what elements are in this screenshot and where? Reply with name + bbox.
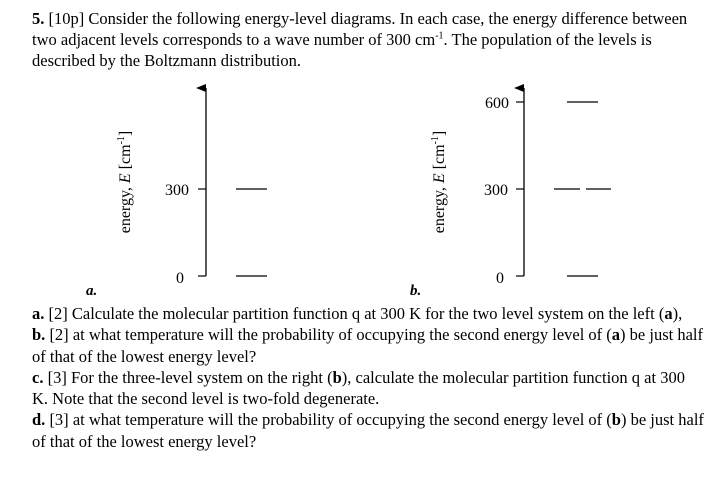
question-b-text: at what temperature will the probability of occupying the second energy level of (: [72, 325, 612, 345]
question-c-text-end: ), calculate the molecular partition function q at 300 K. Note that the second level is two-fold degenerate.: [32, 367, 685, 409]
question-a: [32, 303, 704, 324]
diagram-b-tag: b.: [410, 283, 422, 299]
question-a-text-end: ),: [672, 304, 683, 323]
diagram-a-tick-label-300: 300: [165, 182, 189, 199]
question-c-ref: b: [332, 367, 342, 387]
question-d: [32, 409, 704, 452]
diagram-a-tick-label-0: 0: [176, 270, 184, 287]
question-b: [32, 324, 704, 367]
question-a-ref: a: [664, 304, 673, 323]
question-c-text: For the three-level system on the right (: [70, 367, 333, 387]
question-a-points: [2]: [44, 304, 72, 323]
diagram-b-tick-label-600: 600: [485, 95, 509, 112]
intro-text-end: . The population of the levels is described by the Boltzmann distribution.: [32, 30, 652, 70]
question-d-ref: b: [611, 410, 621, 430]
question-b-ref: a: [611, 325, 621, 345]
question-d-points: [3]: [45, 410, 73, 430]
diagram-b-ylabel: energy, E $[cm^{-1}]$: [430, 130, 448, 234]
intro-superscript: -1: [435, 30, 444, 42]
diagram-a: [86, 88, 267, 299]
question-a-label: a.: [32, 304, 45, 323]
question-d-text-end: ) be just half of that of the lowest energy level?: [32, 410, 704, 451]
question-c: [32, 367, 704, 410]
question-d-label: d.: [32, 410, 46, 430]
question-c-points: [3]: [43, 367, 71, 387]
question-d-text: at what temperature will the probability of occupying the second energy level of (: [72, 410, 612, 430]
problem-number: 5.: [32, 9, 45, 28]
question-b-label: b.: [32, 325, 46, 345]
question-list: [32, 303, 704, 452]
diagram-a-ylabel: energy, E $[cm^{-1}]$: [116, 130, 134, 234]
question-a-text: Calculate the molecular partition function q at 300 K for the two level system on the left (: [71, 304, 665, 323]
diagram-b-tick-label-300: 300: [484, 182, 508, 199]
intro-text: Consider the following energy-level diagrams. In each case, the energy difference between two adjacent levels corresponds to a wave number of 300 cm: [32, 9, 688, 49]
diagram-b-tick-label-0: 0: [496, 270, 504, 287]
diagram-b: [410, 88, 611, 299]
question-b-points: [2]: [45, 325, 73, 345]
problem-points: [10p]: [48, 9, 85, 28]
question-c-label: c.: [32, 367, 44, 387]
question-b-text-end: ) be just half of that of the lowest energy level?: [32, 325, 703, 366]
diagram-a-tag: a.: [86, 283, 98, 299]
